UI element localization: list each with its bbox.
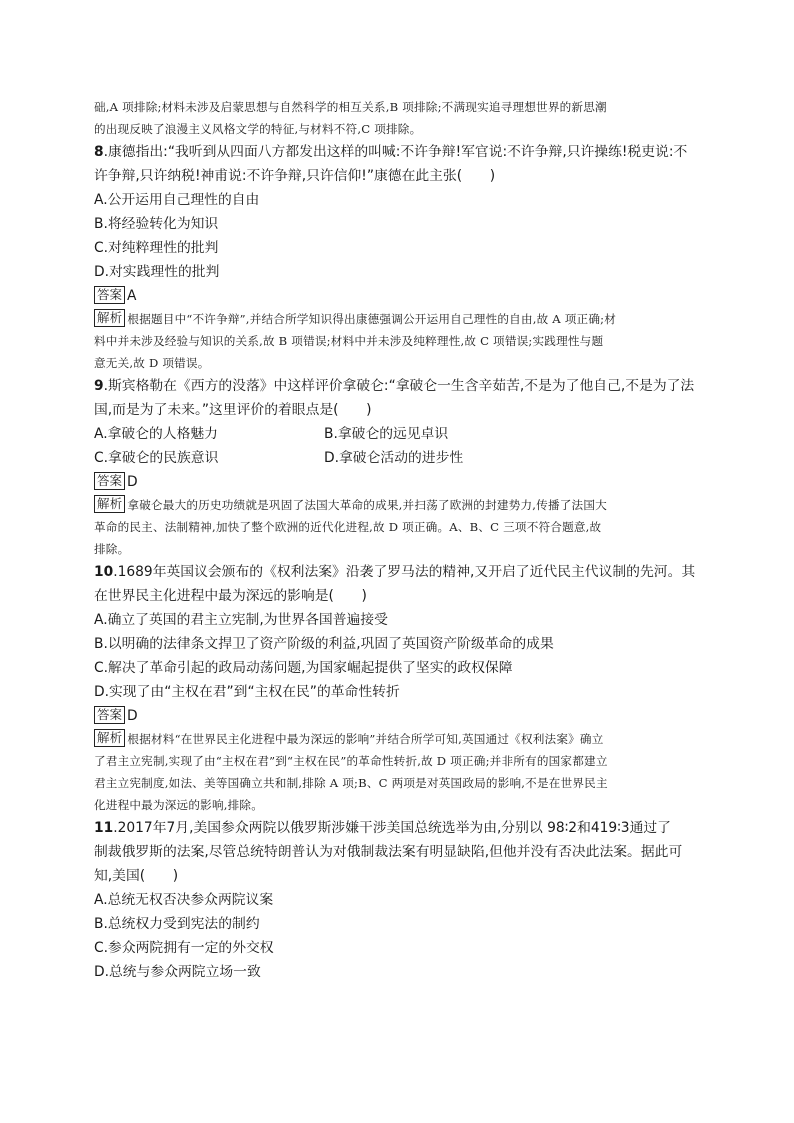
previous-analysis-line-2: 的出现反映了浪漫主义风格文学的特征,与材料不符,C 项排除。: [94, 122, 422, 136]
question-11-stem-line-2: 制裁俄罗斯的法案,尽管总统特朗普认为对俄制裁法案有明显缺陷,但他并没有否决此法案。据此可: [94, 844, 683, 860]
question-9-answer: [94, 470, 700, 494]
question-9-stem-line-1: 9.斯宾格勒在《西方的没落》中这样评价拿破仑:“拿破仑一生含辛茹苦,不是为了他自己,不是为了法: [94, 378, 695, 394]
question-9-option-d: D.拿破仑活动的进步性: [324, 450, 464, 466]
question-10-answer: [94, 704, 700, 728]
question-10-stem-line-1: 10.1689年英国议会颁布的《权利法案》沿袭了罗马法的精神,又开启了近代民主代议制的先河。其: [94, 564, 696, 580]
question-8-answer: [94, 284, 700, 308]
question-9-analysis-line-2: 革命的民主、法制精神,加快了整个欧洲的近代化进程,故 D 项正确。A、B、C 三项不符合题意,故: [94, 520, 602, 534]
question-9-analysis-line-3: 排除。: [94, 542, 130, 556]
question-9-options-row-1: [94, 422, 700, 446]
question-9-analysis-line-1: 解析 拿破仑最大的历史功绩就是巩固了法国大革命的成果,并扫荡了欧洲的封建势力,传播了法国大: [94, 494, 700, 516]
question-10-option-b: B.以明确的法律条文捍卫了资产阶级的利益,巩固了英国资产阶级革命的成果: [94, 636, 554, 652]
question-11-option-b: B.总统权力受到宪法的制约: [94, 916, 260, 932]
question-number: 10: [94, 564, 114, 580]
question-11-stem-line-1: 11.2017年7月,美国参众两院以俄罗斯涉嫌干涉美国总统选举为由,分别以 98∶2和419∶3通过了: [94, 820, 671, 836]
analysis-tag: 解析: [94, 495, 125, 513]
answer-tag: 答案: [94, 472, 125, 490]
answer-value: A: [127, 288, 137, 304]
question-number: 9: [94, 378, 104, 394]
question-10-option-d: D.实现了由“主权在君”到“主权在民”的革命性转折: [94, 684, 400, 700]
question-9-option-c: C.拿破仑的民族意识: [94, 450, 219, 466]
previous-analysis-line-1: 础,A 项排除;材料未涉及启蒙思想与自然科学的相互关系,B 项排除;不满现实追寻理想世界的新思潮: [94, 100, 607, 114]
question-8-stem-line-2: 许争辩,只许纳税!神甫说:不许争辩,只许信仰!”康德在此主张( ): [94, 168, 496, 184]
question-9-stem-line-2: 国,而是为了未来。”这里评价的着眼点是( ): [94, 402, 372, 418]
question-8-option-a: A.公开运用自己理性的自由: [94, 192, 260, 208]
question-9-option-b: B.拿破仑的远见卓识: [324, 426, 449, 442]
question-10-analysis-line-2: 了君主立宪制,实现了由“主权在君”到“主权在民”的革命性转折,故 D 项正确;并非所有的国家都建立: [94, 754, 608, 768]
question-8-option-d: D.对实践理性的批判: [94, 264, 220, 280]
question-8-stem-line-1: 8.康德指出:“我听到从四面八方都发出这样的叫喊:不许争辩!军官说:不许争辩,只许操练!税吏说:不: [94, 144, 688, 160]
question-8-analysis-line-2: 料中并未涉及经验与知识的关系,故 B 项错误;材料中并未涉及纯粹理性,故 C 项错误;实践理性与题: [94, 334, 604, 348]
answer-value: D: [127, 708, 138, 724]
analysis-tag: 解析: [94, 729, 125, 747]
answer-tag: 答案: [94, 286, 125, 304]
question-9-option-a: A.拿破仑的人格魅力: [94, 426, 218, 442]
question-10-analysis-line-1: 解析 根据材料“在世界民主化进程中最为深远的影响”并结合所学可知,英国通过《权利法案》确立: [94, 728, 700, 750]
question-10-option-c: C.解决了革命引起的政局动荡问题,为国家崛起提供了坚实的政权保障: [94, 660, 513, 676]
answer-tag: 答案: [94, 706, 125, 724]
analysis-tag: 解析: [94, 309, 125, 327]
question-11-option-a: A.总统无权否决参众两院议案: [94, 892, 274, 908]
question-10-option-a: A.确立了英国的君主立宪制,为世界各国普遍接受: [94, 612, 388, 628]
question-11-option-c: C.参众两院拥有一定的外交权: [94, 940, 274, 956]
question-11-stem-line-3: 知,美国( ): [94, 868, 179, 884]
question-10-analysis-line-4: 化进程中最为深远的影响,排除。: [94, 798, 263, 812]
question-10-analysis-line-3: 君主立宪制度,如法、美等国确立共和制,排除 A 项;B、C 两项是对英国政局的影响,不是在世界民主: [94, 776, 608, 790]
question-8-option-b: B.将经验转化为知识: [94, 216, 219, 232]
question-11-option-d: D.总统与参众两院立场一致: [94, 964, 261, 980]
page-content: [94, 96, 700, 984]
question-number: 11: [94, 820, 114, 836]
question-10-stem-line-2: 在世界民主化进程中最为深远的影响是( ): [94, 588, 367, 604]
question-number: 8: [94, 144, 104, 160]
question-8-option-c: C.对纯粹理性的批判: [94, 240, 219, 256]
question-8-analysis-line-3: 意无关,故 D 项错误。: [94, 356, 210, 370]
question-8-analysis-line-1: 解析 根据题目中“不许争辩”,并结合所学知识得出康德强调公开运用自己理性的自由,故 A 项正确;材: [94, 308, 700, 330]
question-9-options-row-2: [94, 446, 700, 470]
answer-value: D: [127, 474, 138, 490]
